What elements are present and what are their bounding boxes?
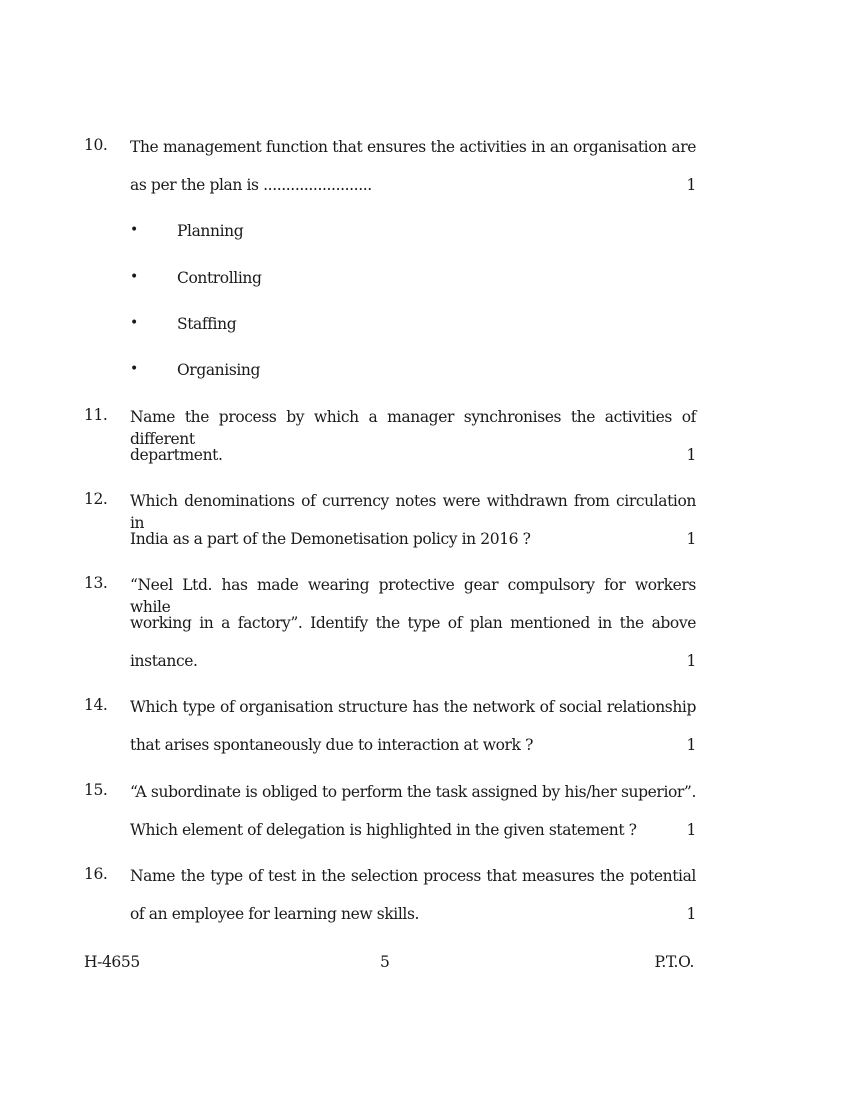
bullet-icon: • (130, 315, 138, 331)
question-text-line: of an employee for learning new skills. (130, 905, 420, 923)
paper-code: H-4655 (84, 953, 140, 971)
bullet-icon: • (130, 222, 138, 238)
page-number: 5 (380, 953, 390, 971)
question-11 (84, 406, 696, 482)
question-text-line: Name the process by which a manager synchronises the activities of different (130, 408, 696, 448)
marks: 1 (686, 736, 696, 754)
question-text-line: as per the plan is ........................ (130, 176, 372, 194)
question-number: 12. (84, 490, 108, 508)
question-14 (84, 696, 696, 772)
question-text-line: that arises spontaneously due to interaction at work ? (130, 736, 533, 754)
pto-label: P.T.O. (654, 953, 694, 971)
question-text-line: Which element of delegation is highlighted in the given statement ? (130, 821, 637, 839)
option-label: Organising (177, 361, 261, 379)
question-number: 14. (84, 696, 108, 714)
marks: 1 (686, 446, 696, 464)
marks: 1 (686, 652, 696, 670)
question-text-line: Which type of organisation structure has the network of social relationship (130, 698, 696, 716)
marks: 1 (686, 176, 696, 194)
question-15 (84, 781, 696, 857)
question-text-line: department. (130, 446, 223, 464)
marks: 1 (686, 905, 696, 923)
question-text-line: Name the type of test in the selection process that measures the potential (130, 867, 696, 885)
bullet-icon: • (130, 361, 138, 377)
question-text-line: “A subordinate is obliged to perform the task assigned by his/her superior”. (130, 783, 696, 801)
question-text-line: Which denominations of currency notes were withdrawn from circulation in (130, 492, 696, 532)
question-number: 10. (84, 136, 108, 154)
question-text-line: India as a part of the Demonetisation policy in 2016 ? (130, 530, 531, 548)
question-12 (84, 490, 696, 566)
marks: 1 (686, 530, 696, 548)
question-text-line: instance. (130, 652, 198, 670)
page-footer (84, 953, 694, 975)
question-text-line: “Neel Ltd. has made wearing protective gear compulsory for workers while (130, 576, 696, 616)
question-16 (84, 865, 696, 941)
question-13 (84, 574, 696, 688)
question-number: 13. (84, 574, 108, 592)
question-10 (84, 136, 696, 212)
marks: 1 (686, 821, 696, 839)
option-label: Controlling (177, 269, 262, 287)
option-label: Planning (177, 222, 244, 240)
question-number: 11. (84, 406, 108, 424)
option-label: Staffing (177, 315, 237, 333)
question-text-line: The management function that ensures the activities in an organisation are (130, 138, 696, 156)
question-number: 16. (84, 865, 108, 883)
question-number: 15. (84, 781, 108, 799)
bullet-icon: • (130, 269, 138, 285)
question-text-line: working in a factory”. Identify the type of plan mentioned in the above (130, 614, 696, 632)
